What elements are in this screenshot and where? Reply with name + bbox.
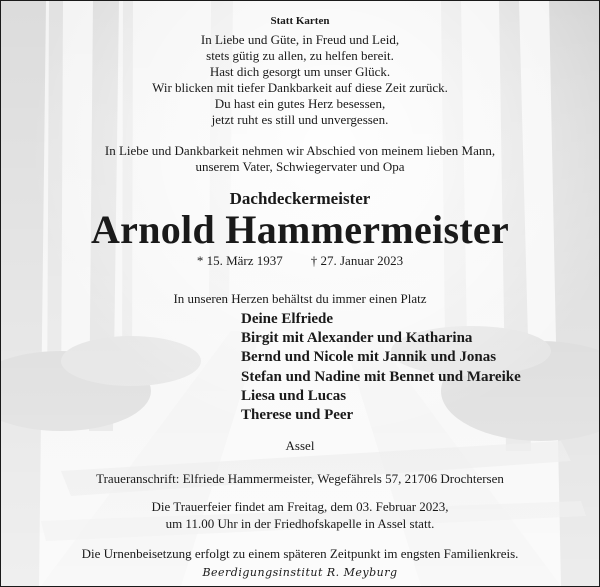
- intro-line: unserem Vater, Schwiegervater und Opa: [195, 159, 405, 174]
- poem-line: Du hast ein gutes Herz besessen,: [214, 96, 386, 111]
- mourner-entry: Bernd und Nicole mit Jannik und Jonas: [241, 349, 497, 366]
- deceased-title: Dachdeckermeister: [229, 189, 371, 208]
- poem-line: stets gütig zu allen, zu helfen bereit.: [206, 48, 394, 63]
- mourning-address: Traueranschrift: Elfriede Hammermeister, Wegefährels 57, 21706 Drochtersen: [96, 471, 504, 486]
- mourner-entry: Birgit mit Alexander und Katharina: [241, 330, 473, 347]
- poem-line: Wir blicken mit tiefer Dankbarkeit auf diese Zeit zurück.: [152, 80, 448, 95]
- mourner-entry: Deine Elfriede: [241, 311, 334, 327]
- birth-date: * 15. März 1937: [196, 253, 283, 268]
- funeral-home: Beerdigungsinstitut R. Meyburg: [202, 566, 398, 579]
- service-info: [1, 498, 599, 532]
- poem-line: jetzt ruht es still und unvergessen.: [211, 112, 389, 127]
- place-name: Assel: [285, 438, 315, 453]
- intro-line: In Liebe und Dankbarkeit nehmen wir Abschied von meinem lieben Mann,: [104, 143, 496, 158]
- deceased-name: Arnold Hammermeister: [90, 207, 510, 252]
- service-line: Die Trauerfeier findet am Freitag, dem 03. Februar 2023,: [151, 499, 449, 514]
- mourners-intro: In unseren Herzen behältst du immer einen Platz: [173, 291, 427, 306]
- mourners-list: [241, 310, 521, 425]
- farewell-intro: [1, 143, 599, 175]
- service-line: um 11.00 Uhr in der Friedhofskapelle in Assel statt.: [165, 516, 435, 531]
- mourner-entry: Stefan und Nadine mit Bennet und Mareike: [241, 368, 521, 385]
- death-date: † 27. Januar 2023: [310, 253, 404, 268]
- life-dates: [1, 253, 599, 269]
- urn-burial-note: Die Urnenbeisetzung erfolgt zu einem späteren Zeitpunkt im engsten Familienkreis.: [81, 546, 519, 561]
- mourner-entry: Liesa und Lucas: [241, 387, 347, 404]
- poem-line: In Liebe und Güte, in Freud und Leid,: [200, 32, 400, 47]
- header-text: Statt Karten: [270, 15, 330, 27]
- mourner-entry: Therese und Peer: [241, 407, 354, 424]
- poem-line: Hast dich gesorgt um unser Glück.: [209, 64, 391, 79]
- poem: [1, 32, 599, 128]
